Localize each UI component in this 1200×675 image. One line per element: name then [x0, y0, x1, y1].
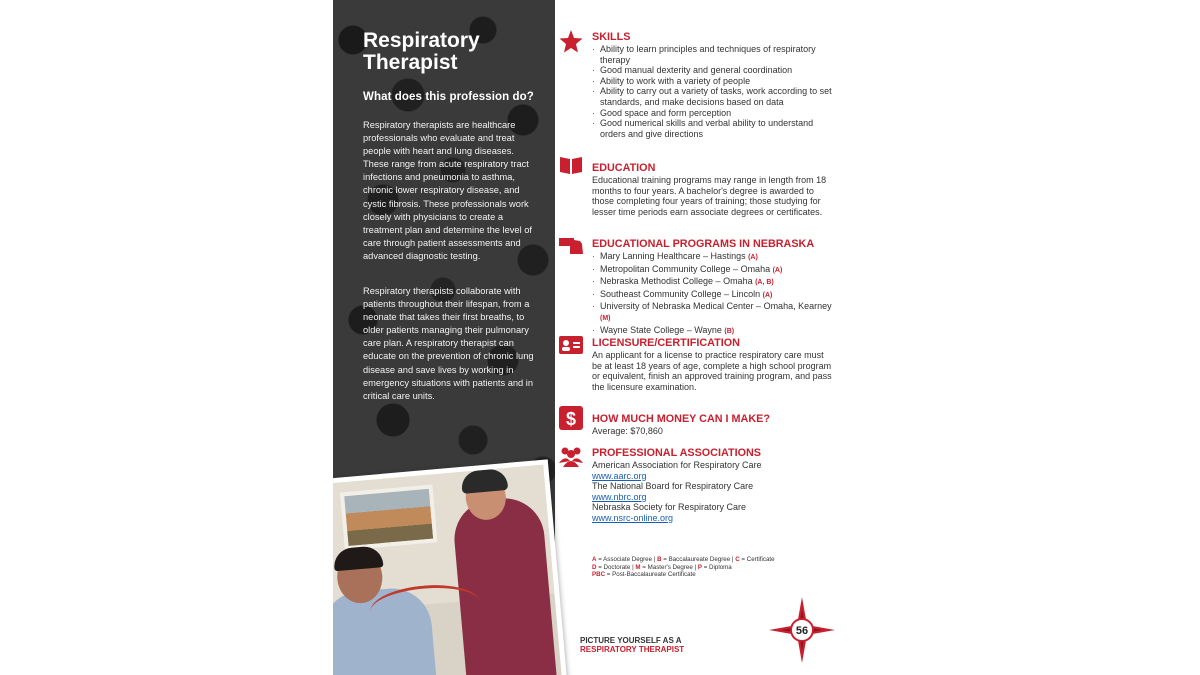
money-section	[592, 413, 832, 437]
description-paragraph-2: Respiratory therapists collaborate with patients throughout their lifespan, from a neonate that takes their first breaths, to older patients managing their pulmonary care plan. A respiratory therapist can educate on the prevention of chronic lung disease and save lives by working in emergency situations with patients and in critical care units.	[363, 286, 534, 401]
list-item: · Mary Lanning Healthcare – Hastings (A)	[592, 251, 832, 264]
skills-list	[592, 44, 832, 139]
star-icon	[558, 28, 584, 54]
programs-heading: EDUCATIONAL PROGRAMS IN NEBRASKA	[592, 238, 815, 250]
list-item: · Good space and form perception	[592, 108, 832, 119]
list-item: · University of Nebraska Medical Center – Omaha, Kearney (M)	[592, 301, 832, 324]
associations-section	[592, 447, 832, 524]
nbrc-link[interactable]: www.nbrc.org	[592, 491, 647, 502]
skills-heading: SKILLS	[592, 31, 631, 43]
right-panel	[558, 0, 855, 675]
education-section	[592, 162, 832, 217]
list-item: · Ability to work with a variety of people	[592, 76, 832, 87]
list-item: · Ability to learn principles and techniques of respiratory therapy	[592, 44, 832, 65]
page-number: 56	[795, 625, 809, 637]
list-item: · Southeast Community College – Lincoln (A)	[592, 289, 832, 302]
left-panel	[333, 0, 555, 675]
licensure-heading: LICENSURE/CERTIFICATION	[592, 337, 740, 349]
list-item: · Good manual dexterity and general coordination	[592, 65, 832, 76]
education-heading: EDUCATION	[592, 162, 656, 174]
salary-text: Average: $70,860	[592, 426, 663, 436]
money-heading: HOW MUCH MONEY CAN I MAKE?	[592, 413, 770, 425]
profession-question: What does this profession do?	[363, 91, 534, 103]
skills-section	[592, 31, 832, 139]
list-item: · Wayne State College – Wayne (B)	[592, 325, 832, 338]
associations-heading: PROFESSIONAL ASSOCIATIONS	[592, 447, 761, 459]
licensure-section	[592, 337, 832, 392]
list-item: · Metropolitan Community College – Omaha (A)	[592, 264, 832, 277]
people-group-icon	[558, 443, 584, 469]
list-item: · Good numerical skills and verbal ability to understand orders and give directions	[592, 118, 832, 139]
description-paragraph-1: Respiratory therapists are healthcare professionals who evaluate and treat people with heart and lung diseases. These range from acute respiratory tract infections and pneumonia to asthma, chronic lower respiratory disease, and cystic fibrosis. These professionals work closely with physicians to create a treatment plan and determine the level of care through patient assessments and advanced diagnostic testing.	[363, 120, 532, 261]
book-icon	[558, 151, 584, 177]
therapist-patient-photo	[333, 459, 567, 675]
nebraska-icon	[558, 232, 584, 258]
footer-tagline: PICTURE YOURSELF AS A RESPIRATORY THERAPIST	[580, 636, 685, 654]
page-title: Respiratory Therapist	[363, 29, 480, 74]
association-name: Nebraska Society for Respiratory Care	[592, 502, 747, 513]
compass-page-number	[769, 597, 835, 663]
degree-legend: A = Associate Degree | B = Baccalaureate Degree | C = Certificate D = Doctorate | M = Master's Degree | P = Diploma PBC = Post-Baccalaureate Certificate	[592, 556, 775, 579]
id-card-icon	[558, 332, 584, 358]
svg-text:$: $	[565, 409, 577, 429]
list-item: · Ability to carry out a variety of tasks, work according to set standards, and make decisions based on data	[592, 86, 832, 107]
aarc-link[interactable]: www.aarc.org	[592, 470, 647, 481]
education-text: Educational training programs may range in length from 18 months to four years. A bachelor's degree is awarded to those completing four years of training; those studying for lesser time periods earn associate degrees or certificates.	[592, 175, 827, 217]
brochure-page	[333, 0, 855, 675]
association-name: The National Board for Respiratory Care	[592, 481, 754, 492]
list-item: · Nebraska Methodist College – Omaha (A, B)	[592, 276, 832, 289]
programs-section	[592, 238, 832, 337]
nsrc-link[interactable]: www.nsrc-online.org	[592, 512, 674, 523]
licensure-text: An applicant for a license to practice respiratory care must be at least 18 years of age, complete a high school program or equivalent, finish an approved training program, and pass the licensure examination.	[592, 350, 832, 392]
programs-list	[592, 251, 832, 337]
association-name: American Association for Respiratory Care	[592, 460, 762, 470]
dollar-icon	[558, 405, 584, 431]
